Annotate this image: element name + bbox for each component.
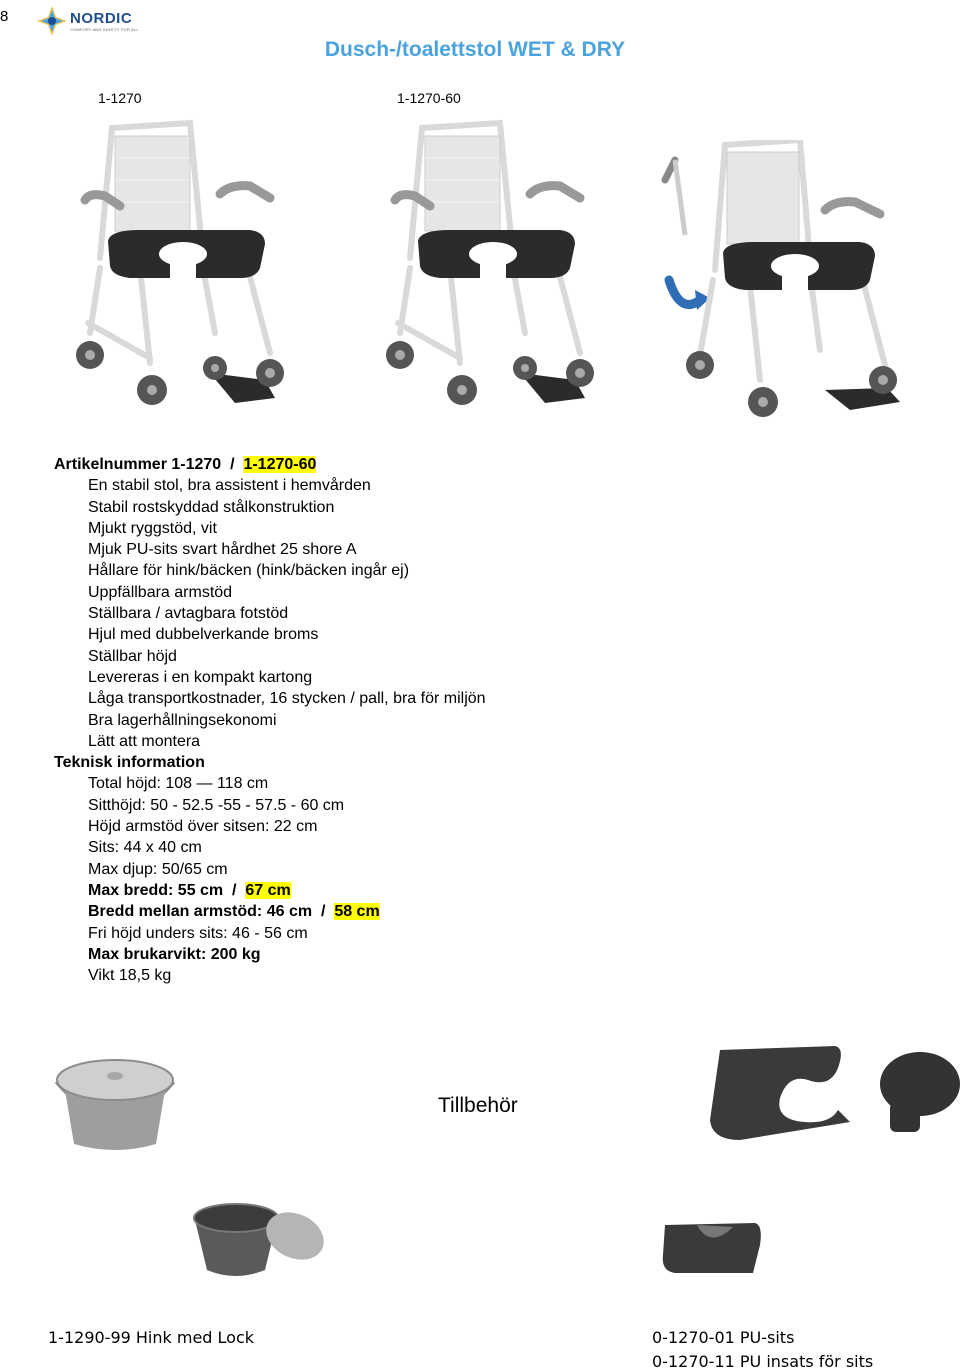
feature-item: Ställbara / avtagbara fotstöd <box>88 605 289 623</box>
feature-item: En stabil stol, bra assistent i hemvården <box>88 477 371 495</box>
chair-image-2 <box>370 118 610 418</box>
logo-name: NORDIC <box>70 10 133 27</box>
variant-label-2: 1-1270-60 <box>397 90 461 106</box>
accessory-caption-pu-seat: 0-1270-01 PU-sits <box>652 1328 795 1347</box>
tech-max-width-label: Max bredd: 55 cm <box>88 881 224 899</box>
bucket-image <box>185 1190 335 1285</box>
feature-item: Ställbar höjd <box>88 647 177 665</box>
tech-depth: Max djup: 50/65 cm <box>88 860 228 878</box>
tech-between-armrests <box>54 901 486 922</box>
tech-heading: Teknisk information <box>54 754 205 772</box>
tech-weight: Vikt 18,5 kg <box>88 967 172 985</box>
tech-between-b: 58 cm <box>334 903 380 921</box>
accessory-caption-pu-insert: 0-1270-11 PU insats för sits <box>652 1352 874 1371</box>
feature-item: Mjuk PU-sits svart hårdhet 25 shore A <box>88 541 357 559</box>
pu-seat-image <box>690 1040 960 1150</box>
page-title: Dusch-/toalettstol WET & DRY <box>324 38 626 61</box>
feature-item: Lätt att montera <box>88 732 201 750</box>
article-number-b: 1-1270-60 <box>243 456 317 473</box>
tech-seat-height: Sitthöjd: 50 - 52.5 -55 - 57.5 - 60 cm <box>88 796 345 814</box>
feature-item: Uppfällbara armstöd <box>88 583 233 601</box>
tech-max-width <box>54 880 486 901</box>
accessories-heading: Tillbehör <box>438 1094 518 1117</box>
article-label: Artikelnummer <box>54 456 167 473</box>
feature-item: Stabil rostskyddad stålkonstruktion <box>88 498 335 516</box>
page-number: 8 <box>0 8 9 25</box>
nordic-logo-icon <box>36 5 68 37</box>
article-number-line <box>54 454 486 475</box>
feature-item: Levereras i en kompakt kartong <box>88 668 313 686</box>
bucket-with-lid-image <box>50 1052 180 1157</box>
logo-tagline: COMFORT AND SAFETY FOR ALL <box>70 27 139 32</box>
tech-armrest-height: Höjd armstöd över sitsen: 22 cm <box>88 818 318 836</box>
feature-item: Hållare för hink/bäcken (hink/bäcken ingår ej) <box>88 562 410 580</box>
tech-max-width-b: 67 cm <box>245 881 291 899</box>
tech-between-sep: / <box>320 903 326 921</box>
pu-insert-image <box>655 1215 775 1280</box>
tech-max-load: Max brukarvikt: 200 kg <box>88 945 261 963</box>
tech-seat-size: Sits: 44 x 40 cm <box>88 839 202 857</box>
chair-image-1 <box>60 118 300 418</box>
accessory-caption-bucket-lid: 1-1290-99 Hink med Lock <box>48 1328 255 1347</box>
article-number-a: 1-1270 <box>171 456 222 473</box>
tech-clearance: Fri höjd unders sits: 46 - 56 cm <box>88 924 308 942</box>
feature-item: Mjukt ryggstöd, vit <box>88 519 217 537</box>
feature-item: Hjul med dubbelverkande broms <box>88 626 319 644</box>
tech-total-height: Total höjd: 108 — 118 cm <box>88 775 269 793</box>
tech-max-width-sep: / <box>232 881 237 899</box>
article-separator: / <box>230 456 235 473</box>
chair-image-3 <box>655 140 925 430</box>
feature-item: Bra lagerhållningsekonomi <box>88 711 277 729</box>
feature-item: Låga transportkostnader, 16 stycken / pall, bra för miljön <box>88 690 486 708</box>
specification-block <box>54 454 486 986</box>
variant-label-1: 1-1270 <box>98 90 142 106</box>
tech-between-label: Bredd mellan armstöd: 46 cm <box>88 903 313 921</box>
